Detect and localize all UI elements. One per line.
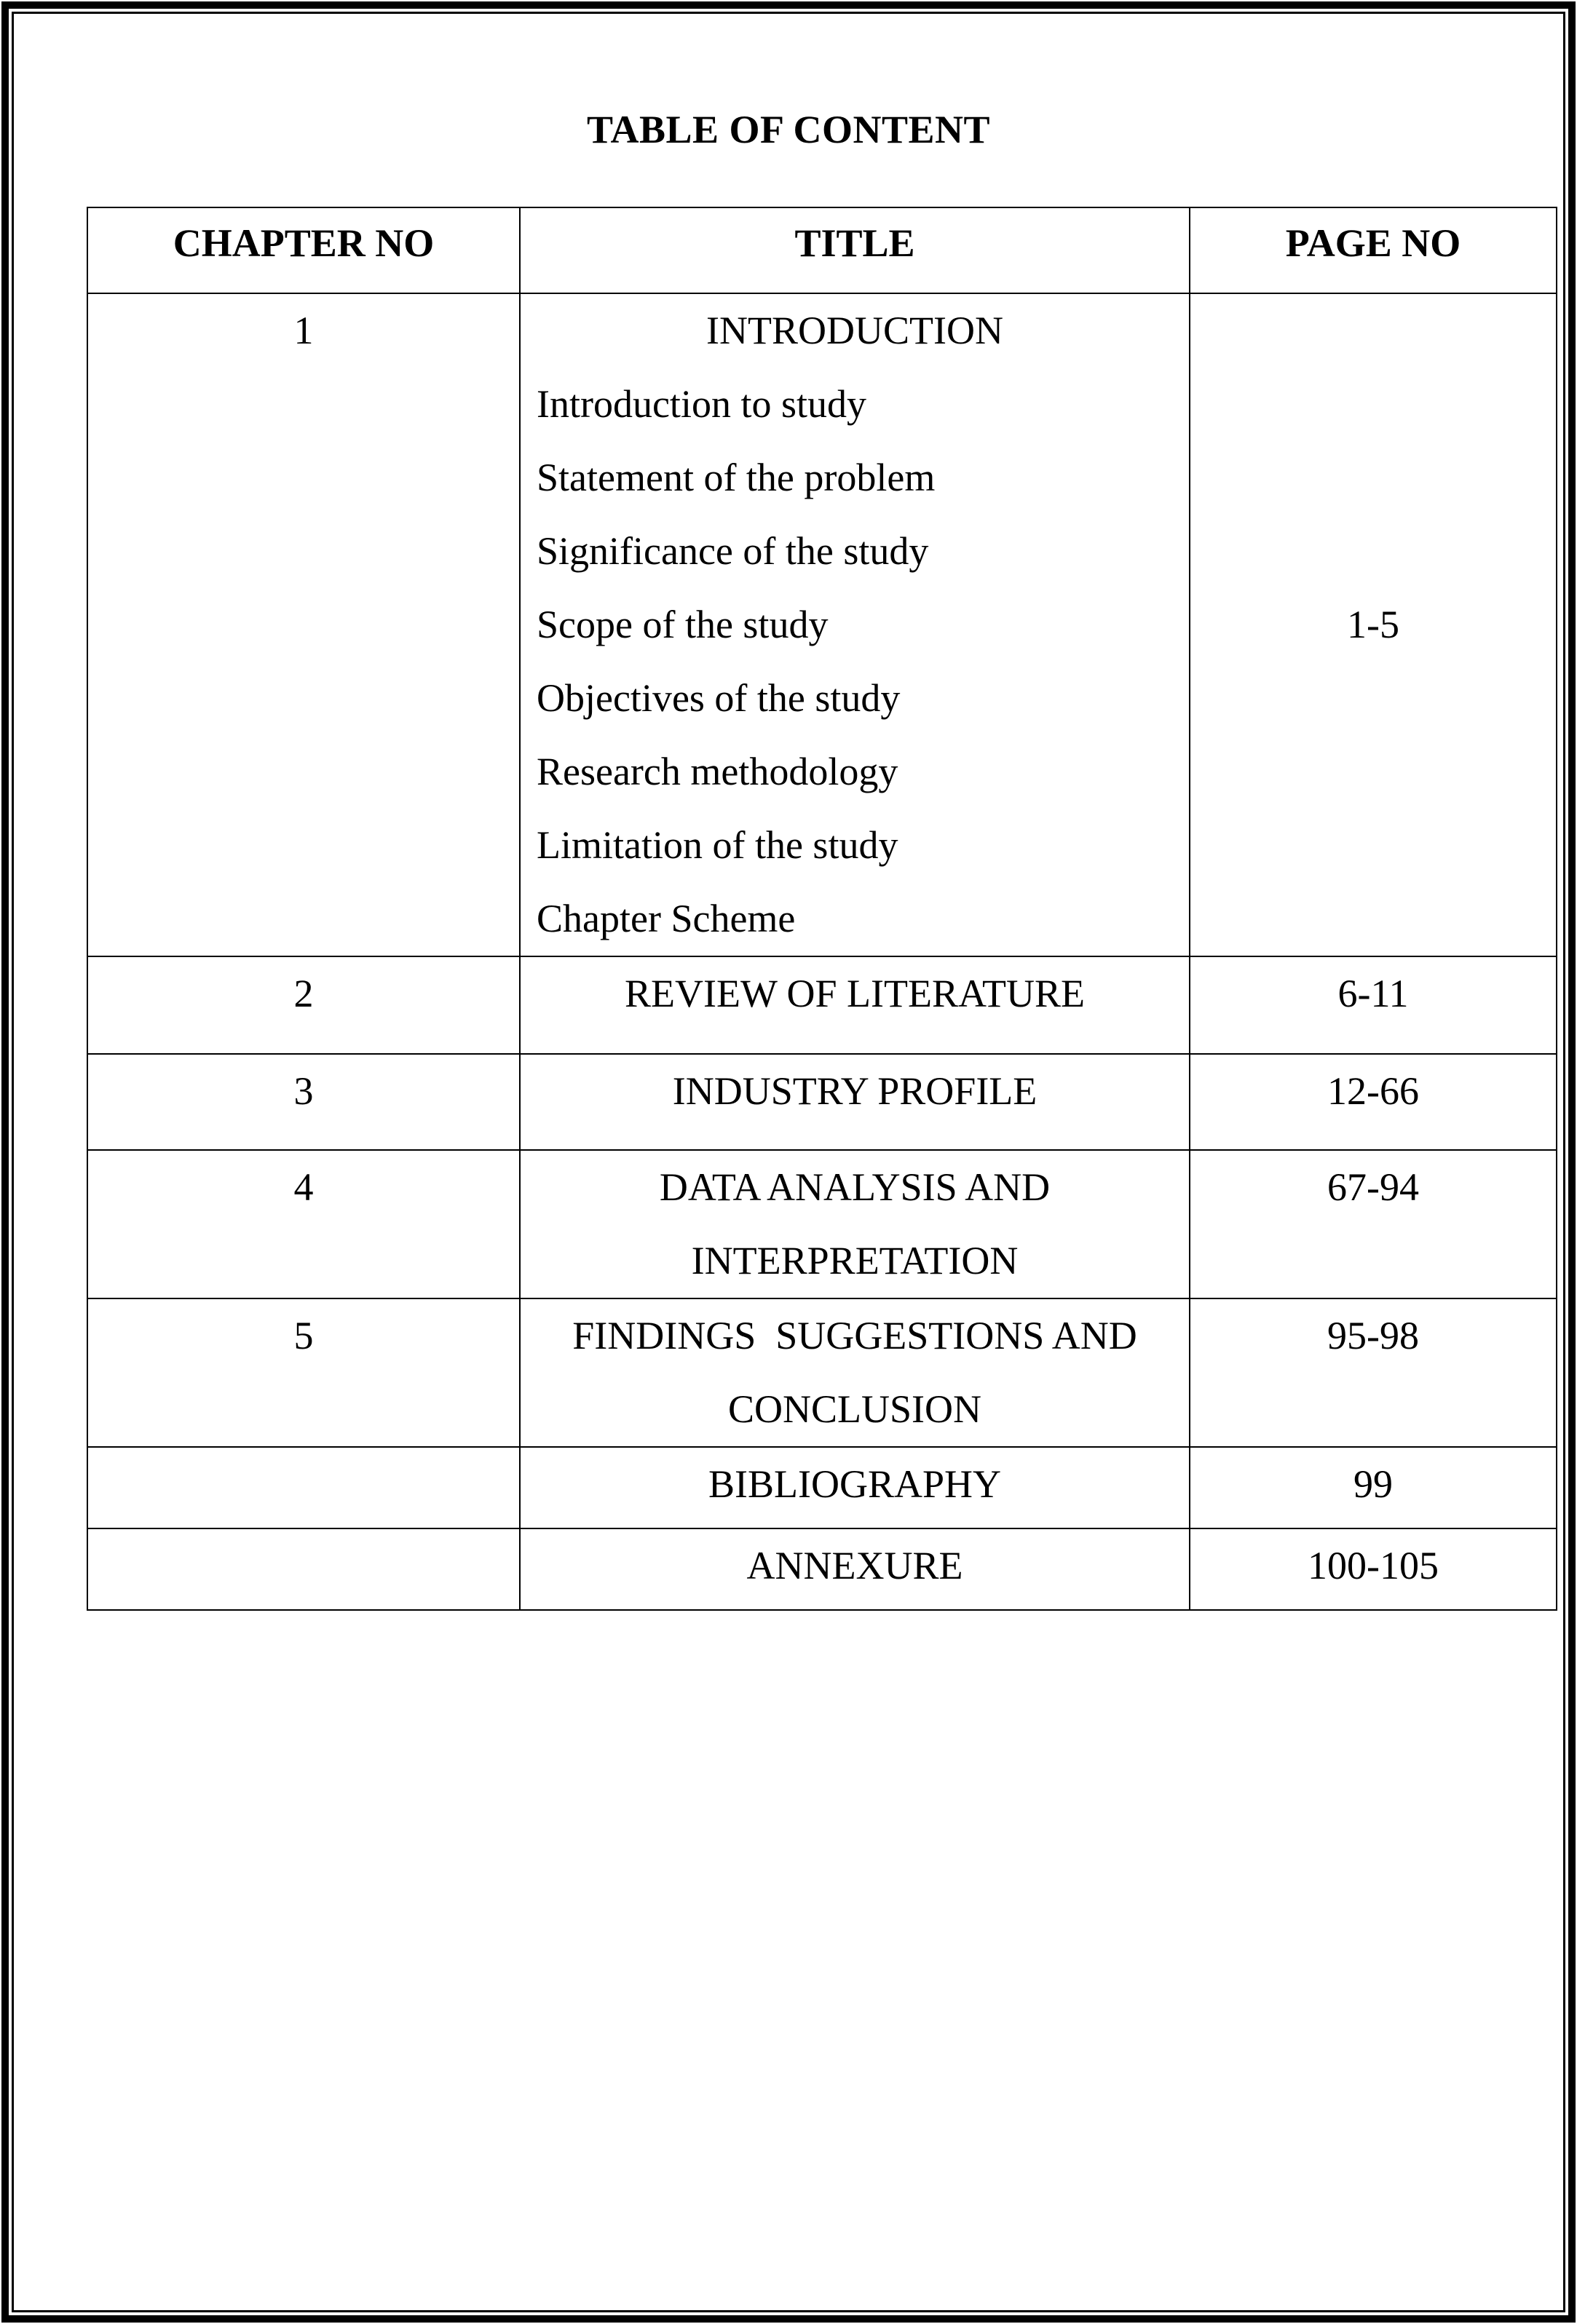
page-range: 12-66 <box>1190 1054 1557 1150</box>
chapter-title-line: CONCLUSION <box>727 1387 982 1431</box>
subsection-item: Chapter Scheme <box>537 897 796 940</box>
subsection-item: Statement of the problem <box>537 456 936 499</box>
page-range: 95-98 <box>1190 1298 1557 1447</box>
page-range: 1-5 <box>1190 293 1557 956</box>
table-row <box>87 1298 1557 1447</box>
chapter-title-cell <box>520 1150 1190 1298</box>
subsection-item: Scope of the study <box>537 603 829 646</box>
table-row <box>87 1528 1557 1610</box>
header-chapter-no: CHAPTER NO <box>87 207 520 293</box>
chapter-number: 5 <box>87 1298 520 1447</box>
subsection-item: Limitation of the study <box>537 823 898 867</box>
chapter-title: BIBLIOGRAPHY <box>520 1447 1190 1528</box>
chapter-number: 1 <box>87 293 520 956</box>
subsection-item: Significance of the study <box>537 529 929 573</box>
chapter-number <box>87 1528 520 1610</box>
chapter-number: 2 <box>87 956 520 1054</box>
chapter-number <box>87 1447 520 1528</box>
chapter-title: INDUSTRY PROFILE <box>520 1054 1190 1150</box>
table-row <box>87 293 1557 956</box>
table-row <box>87 1150 1557 1298</box>
chapter-title-line: DATA ANALYSIS AND <box>659 1165 1051 1209</box>
chapter-title: INTRODUCTION <box>706 309 1003 352</box>
header-page-no: PAGE NO <box>1190 207 1557 293</box>
chapter-title: ANNEXURE <box>520 1528 1190 1610</box>
page-range: 67-94 <box>1190 1150 1557 1298</box>
chapter-title: REVIEW OF LITERATURE <box>520 956 1190 1054</box>
chapter-title-cell <box>520 293 1190 956</box>
table-of-contents <box>87 207 1557 1611</box>
table-row <box>87 956 1557 1054</box>
subsection-item: Objectives of the study <box>537 676 901 720</box>
page-range: 100-105 <box>1190 1528 1557 1610</box>
subsection-item: Introduction to study <box>537 382 866 426</box>
page-range: 99 <box>1190 1447 1557 1528</box>
chapter-title-line: INTERPRETATION <box>691 1239 1019 1282</box>
chapter-title-line: FINDINGS SUGGESTIONS AND <box>572 1314 1137 1357</box>
table-row <box>87 1054 1557 1150</box>
chapter-title-cell <box>520 1298 1190 1447</box>
table-row <box>87 1447 1557 1528</box>
chapter-number: 3 <box>87 1054 520 1150</box>
header-title: TITLE <box>520 207 1190 293</box>
page-range: 6-11 <box>1190 956 1557 1054</box>
table-header-row <box>87 207 1557 293</box>
page-title: TABLE OF CONTENT <box>586 108 991 151</box>
subsection-item: Research methodology <box>537 750 898 793</box>
chapter-number: 4 <box>87 1150 520 1298</box>
